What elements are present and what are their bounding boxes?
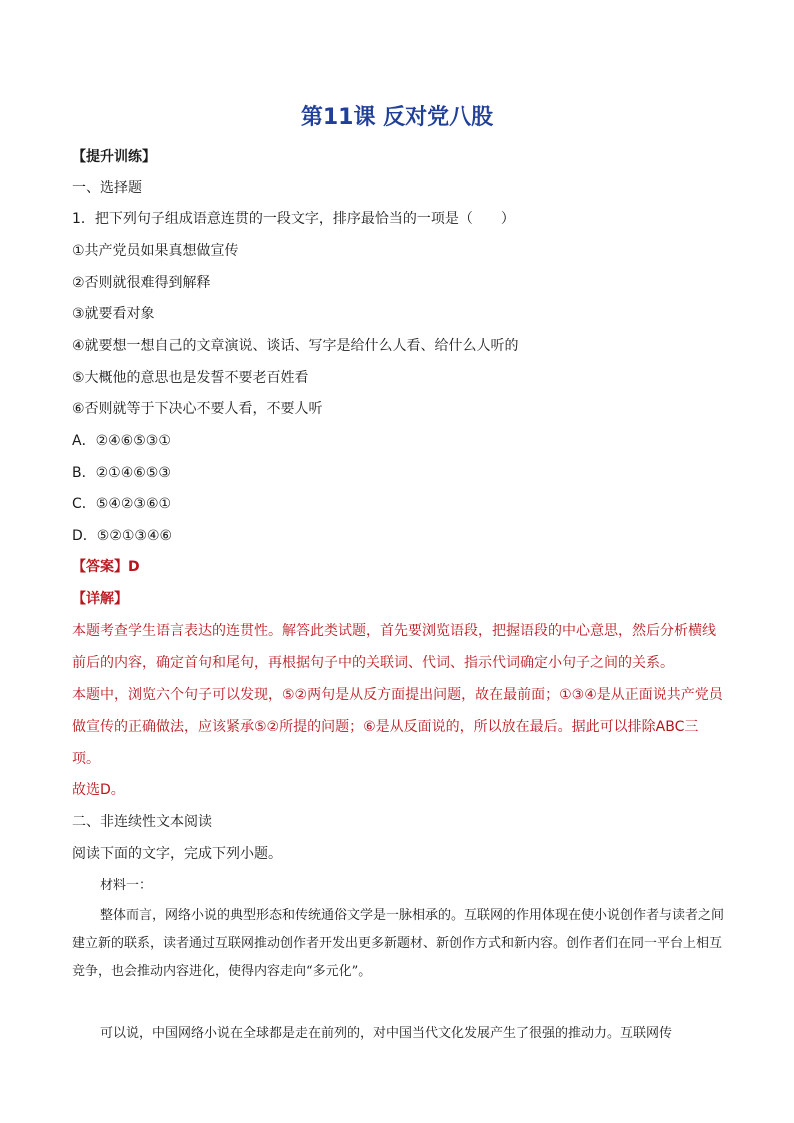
detail-label: 【详解】 xyxy=(72,591,128,607)
material-paragraph-2: 可以说，中国网络小说在全球都是走在前列的，对中国当代文化发展产生了很强的推动力。互联网传 xyxy=(100,1026,673,1041)
conclusion: 故选D。 xyxy=(72,782,125,798)
part2-heading: 二、非连续性文本阅读 xyxy=(72,814,212,830)
section-label: 【提升训练】 xyxy=(72,149,156,165)
option-b: B．②①④⑥⑤③ xyxy=(72,465,171,481)
reading-instruction: 阅读下面的文字，完成下列小题。 xyxy=(72,846,282,862)
answer-label: 【答案】D xyxy=(72,559,140,575)
question-stem: 1．把下列句子组成语意连贯的一段文字，排序最恰当的一项是（ ） xyxy=(72,211,515,227)
detail-paragraph-1: 本题考查学生语言表达的连贯性。解答此类试题，首先要浏览语段，把握语段的中心意思，然后分析横线前后的内容，确定首句和尾句，再根据句子中的关联词、代词、指示代词确定小句子之间的关系。 xyxy=(72,623,716,671)
page-title: 第11课 反对党八股 xyxy=(300,105,494,130)
sentence-4: ④就要想一想自己的文章演说、谈话、写字是给什么人看、给什么人听的 xyxy=(72,338,519,354)
sentence-5: ⑤大概他的意思也是发誓不要老百姓看 xyxy=(72,370,309,386)
sentence-1: ①共产党员如果真想做宣传 xyxy=(72,243,239,259)
option-c: C．⑤④②③⑥① xyxy=(72,496,172,512)
material-paragraph-1: 整体而言，网络小说的典型形态和传统通俗文学是一脉相承的。互联网的作用体现在使小说创作者与读者之间建立新的联系，读者通过互联网推动创作者开发出更多新题材、新创作方式和新内容。创作者们在同一平台上相互竞争，也会推动内容进化，使得内容走向“多元化”。 xyxy=(72,908,725,979)
sentence-2: ②否则就很难得到解释 xyxy=(72,275,211,291)
material-label: 材料一： xyxy=(100,878,153,893)
option-a: A．②④⑥⑤③① xyxy=(72,433,171,449)
sentence-3: ③就要看对象 xyxy=(72,306,155,322)
part1-heading: 一、选择题 xyxy=(72,180,142,196)
sentence-6: ⑥否则就等于下决心不要人看，不要人听 xyxy=(72,401,323,417)
detail-paragraph-2: 本题中，浏览六个句子可以发现，⑤②两句是从反方面提出问题，故在最前面；①③④是从正面说共产党员做宣传的正确做法，应该紧承⑤②所提的问题；⑥是从反面说的，所以放在最后。据此可以排除ABC三项。 xyxy=(72,687,723,767)
option-d: D．⑤②①③④⑥ xyxy=(72,528,173,544)
